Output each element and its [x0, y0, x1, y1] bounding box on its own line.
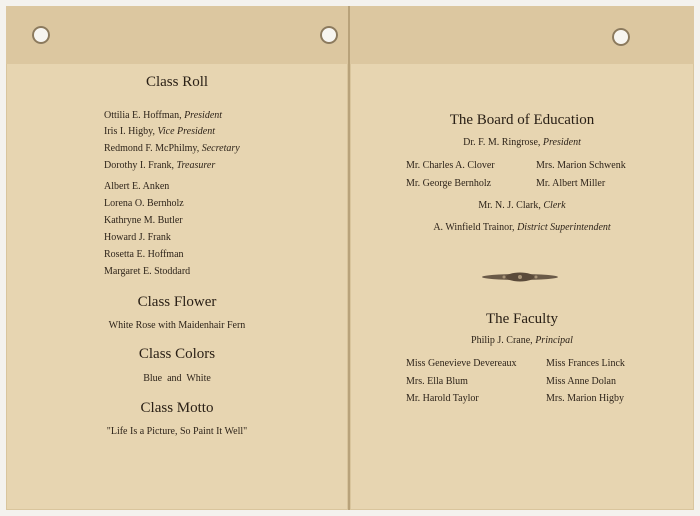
right-page	[350, 6, 694, 510]
superintendent: A. Winfield Trainor, District Superintendent	[433, 222, 611, 233]
officer-line: Redmond F. McPhilmy, Secretary	[104, 143, 240, 154]
officer-line: Ottilia E. Hoffman, President	[104, 110, 223, 121]
board-member: Mr. Albert Miller	[536, 178, 606, 189]
member-name: Rosetta E. Hoffman	[104, 249, 184, 260]
class-colors-title: Class Colors	[138, 346, 216, 362]
class-flower: White Rose with Maidenhair Fern	[108, 320, 246, 331]
faculty-member: Miss Frances Linck	[546, 358, 625, 369]
faculty-member: Miss Anne Dolan	[546, 376, 616, 387]
class-motto: "Life Is a Picture, So Paint It Well"	[106, 426, 248, 437]
left-page	[6, 6, 348, 510]
class-flower-title: Class Flower	[137, 294, 217, 310]
member-name: Howard J. Frank	[104, 232, 171, 243]
member-name: Albert E. Anken	[104, 181, 170, 192]
board-president: Dr. F. M. Ringrose, President	[463, 137, 581, 148]
punch-hole	[32, 26, 50, 44]
faculty-member: Mrs. Marion Higby	[546, 393, 625, 404]
principal: Philip J. Crane, Principal	[471, 335, 573, 346]
officer-line: Dorothy I. Frank, Treasurer	[104, 160, 216, 171]
punch-hole	[612, 28, 630, 46]
decorative-ornament	[480, 272, 560, 282]
member-name: Lorena O. Bernholz	[104, 198, 184, 209]
faculty-title: The Faculty	[485, 311, 559, 327]
board-member: Mr. George Bernholz	[406, 178, 492, 189]
faculty-member: Mrs. Ella Blum	[406, 376, 468, 387]
member-name: Margaret E. Stoddard	[104, 266, 191, 277]
faculty-member: Miss Genevieve Devereaux	[406, 358, 517, 369]
punch-hole	[320, 26, 338, 44]
board-title: The Board of Education	[449, 112, 595, 128]
faculty-member: Mr. Harold Taylor	[406, 393, 479, 404]
member-name: Kathryne M. Butler	[104, 215, 183, 226]
top-band	[6, 6, 348, 64]
class-motto-title: Class Motto	[140, 400, 214, 416]
board-member: Mr. Charles A. Clover	[406, 160, 495, 171]
board-member: Mrs. Marion Schwenk	[536, 160, 626, 171]
officer-line: Iris I. Higby, Vice President	[104, 126, 215, 137]
clerk: Mr. N. J. Clark, Clerk	[478, 200, 566, 211]
class-colors: Blue and White	[143, 373, 211, 384]
top-band	[350, 6, 694, 64]
class-roll-title: Class Roll	[145, 74, 209, 90]
